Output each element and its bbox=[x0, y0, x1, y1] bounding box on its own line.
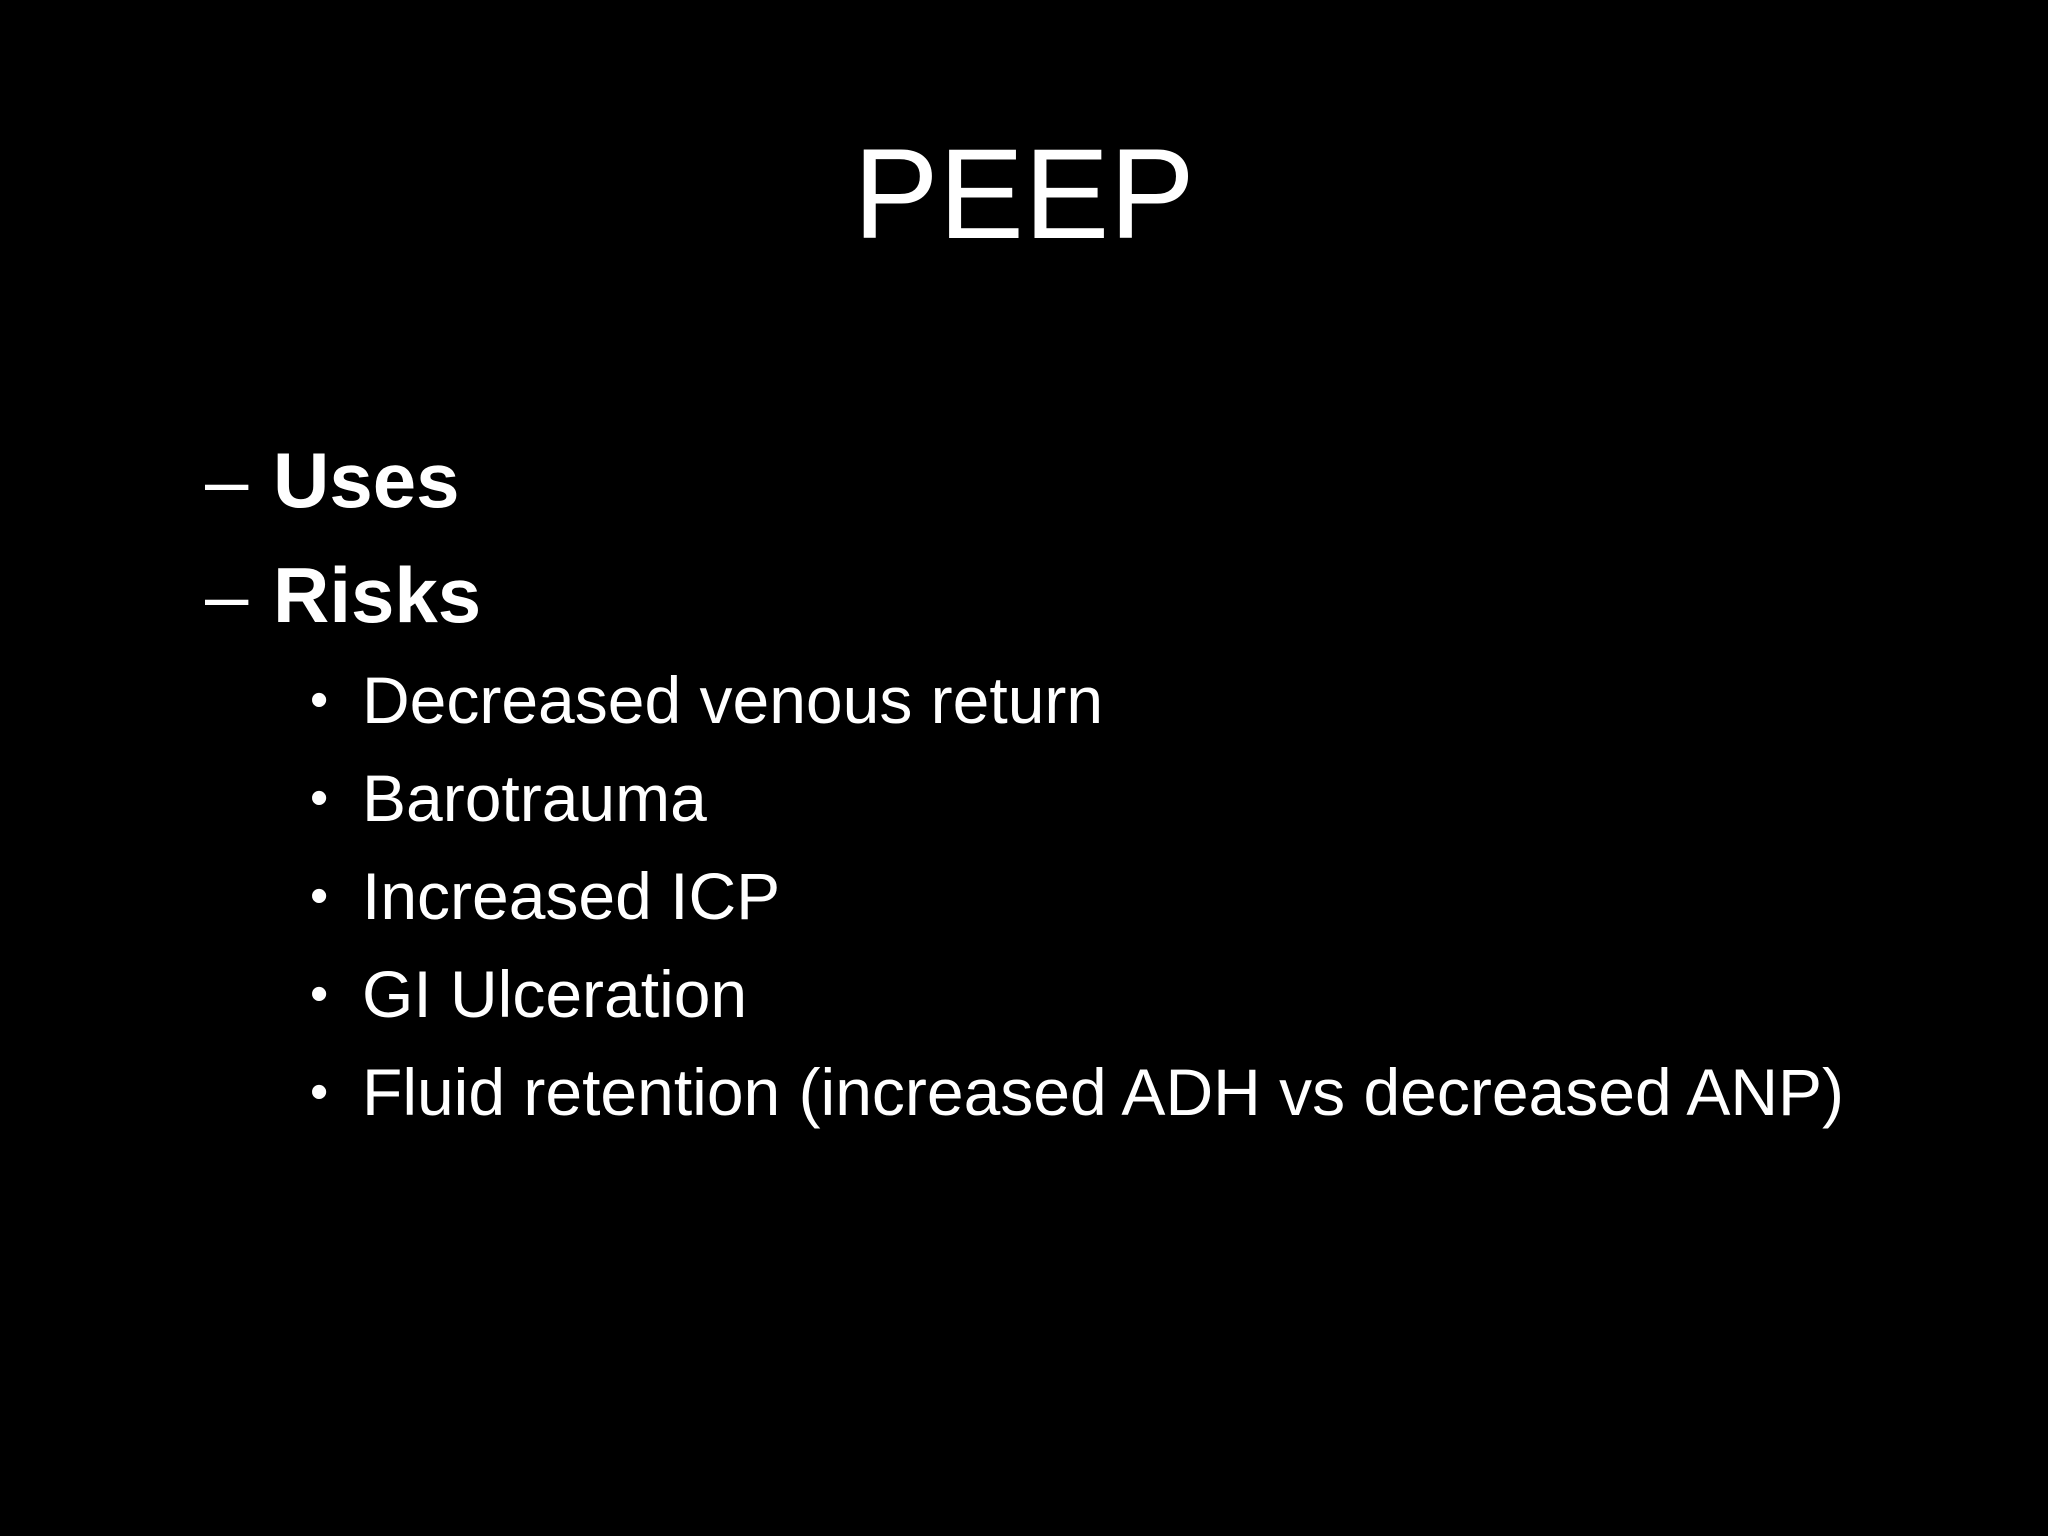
sub-bullet-label: GI Ulceration bbox=[362, 957, 748, 1031]
bullet-dot-icon: • bbox=[310, 867, 329, 925]
bullet-risks bbox=[205, 545, 481, 645]
sub-bullet-fluid-retention bbox=[310, 1047, 1844, 1137]
sub-bullet-increased-icp bbox=[310, 851, 780, 941]
sub-bullet-label: Fluid retention (increased ADH vs decreased ANP) bbox=[362, 1055, 1845, 1129]
bullet-risks-label: Risks bbox=[273, 550, 482, 639]
sub-bullet-label: Barotrauma bbox=[362, 761, 707, 835]
bullet-uses-label: Uses bbox=[273, 435, 460, 524]
bullet-uses bbox=[205, 430, 459, 530]
bullet-dot-icon: • bbox=[310, 769, 329, 827]
bullet-dot-icon: • bbox=[310, 671, 329, 729]
bullet-dot-icon: • bbox=[310, 965, 329, 1023]
slide-title: PEEP bbox=[853, 123, 1195, 266]
dash-marker: – bbox=[205, 435, 249, 524]
sub-bullet-decreased-venous-return bbox=[310, 655, 1103, 745]
sub-bullet-gi-ulceration bbox=[310, 949, 747, 1039]
dash-marker: – bbox=[205, 550, 249, 639]
sub-bullet-label: Decreased venous return bbox=[362, 663, 1104, 737]
bullet-dot-icon: • bbox=[310, 1063, 329, 1121]
sub-bullet-label: Increased ICP bbox=[362, 859, 781, 933]
sub-bullet-barotrauma bbox=[310, 753, 707, 843]
